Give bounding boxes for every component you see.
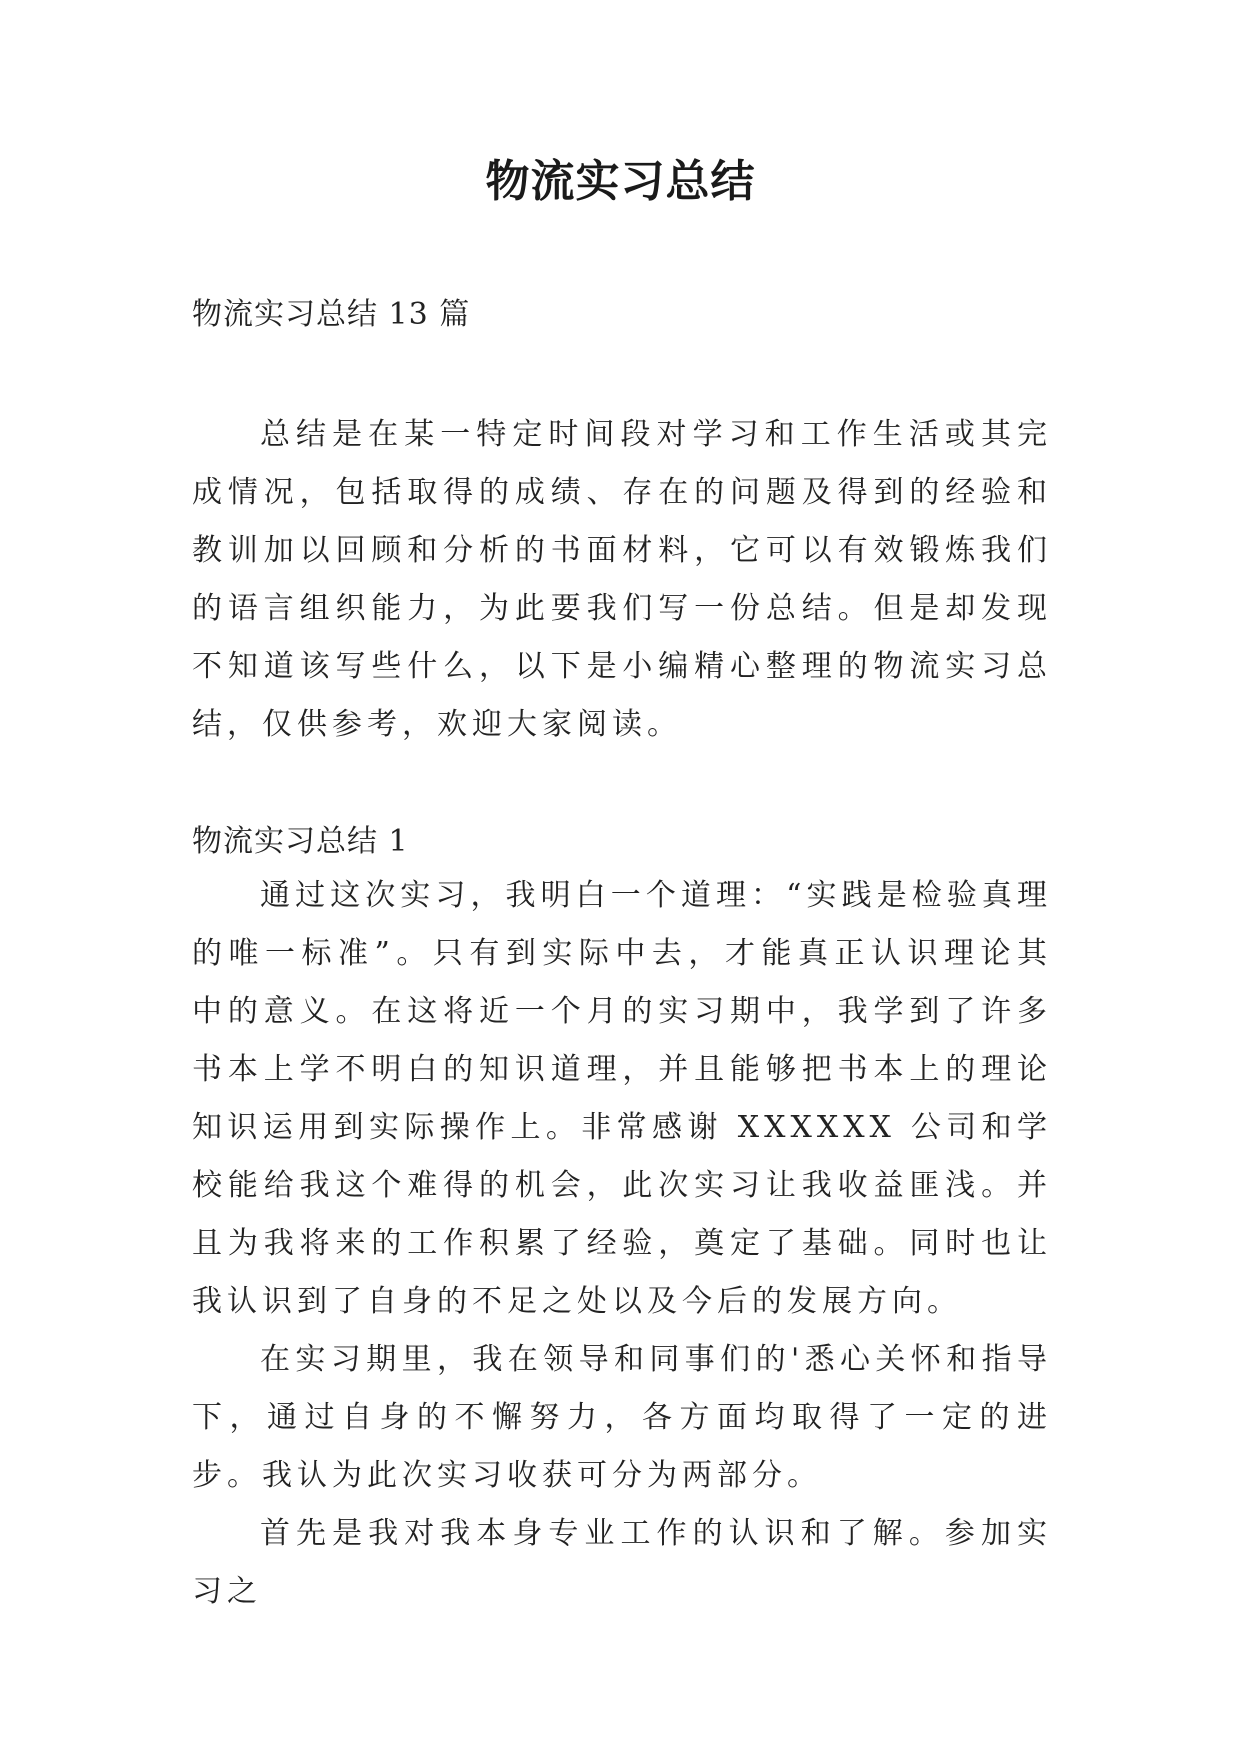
section-heading: 物流实习总结 1 <box>192 824 409 859</box>
intro-paragraph: 总结是在某一特定时间段对学习和工作生活或其完成情况，包括取得的成绩、存在的问题及得到的经验和教训加以回顾和分析的书面材料，它可以有效锻炼我们的语言组织能力，为此要我们写一份总结。但是却发现不知道该写些什么，以下是小编精心整理的物流实习总结，仅供参考，欢迎大家阅读。 <box>192 417 1052 742</box>
document-subtitle: 物流实习总结 13 篇 <box>192 297 471 332</box>
section-body <box>192 867 1052 1621</box>
intro-section <box>192 406 1052 754</box>
body-paragraph: 首先是我对我本身专业工作的认识和了解。参加实习之 <box>192 1516 1052 1609</box>
body-paragraph: 通过这次实习，我明白一个道理：“实践是检验真理的唯一标准”。只有到实际中去，才能真正认识理论其中的意义。在这将近一个月的实习期中，我学到了许多书本上学不明白的知识道理，并且能够把书本上的理论知识运用到实际操作上。非常感谢 XXXXXX 公司和学校能给我这个难得的机会，此次实习让我收益匪浅。并且为我将来的工作积累了经验，奠定了基础。同时也让我认识到了自身的不足之处以及今后的发展方向。 <box>192 878 1052 1319</box>
body-paragraph: 在实习期里，我在领导和同事们的'悉心关怀和指导下，通过自身的不懈努力，各方面均取得了一定的进步。我认为此次实习收获可分为两部分。 <box>192 1342 1052 1493</box>
document-title: 物流实习总结 <box>485 156 756 207</box>
